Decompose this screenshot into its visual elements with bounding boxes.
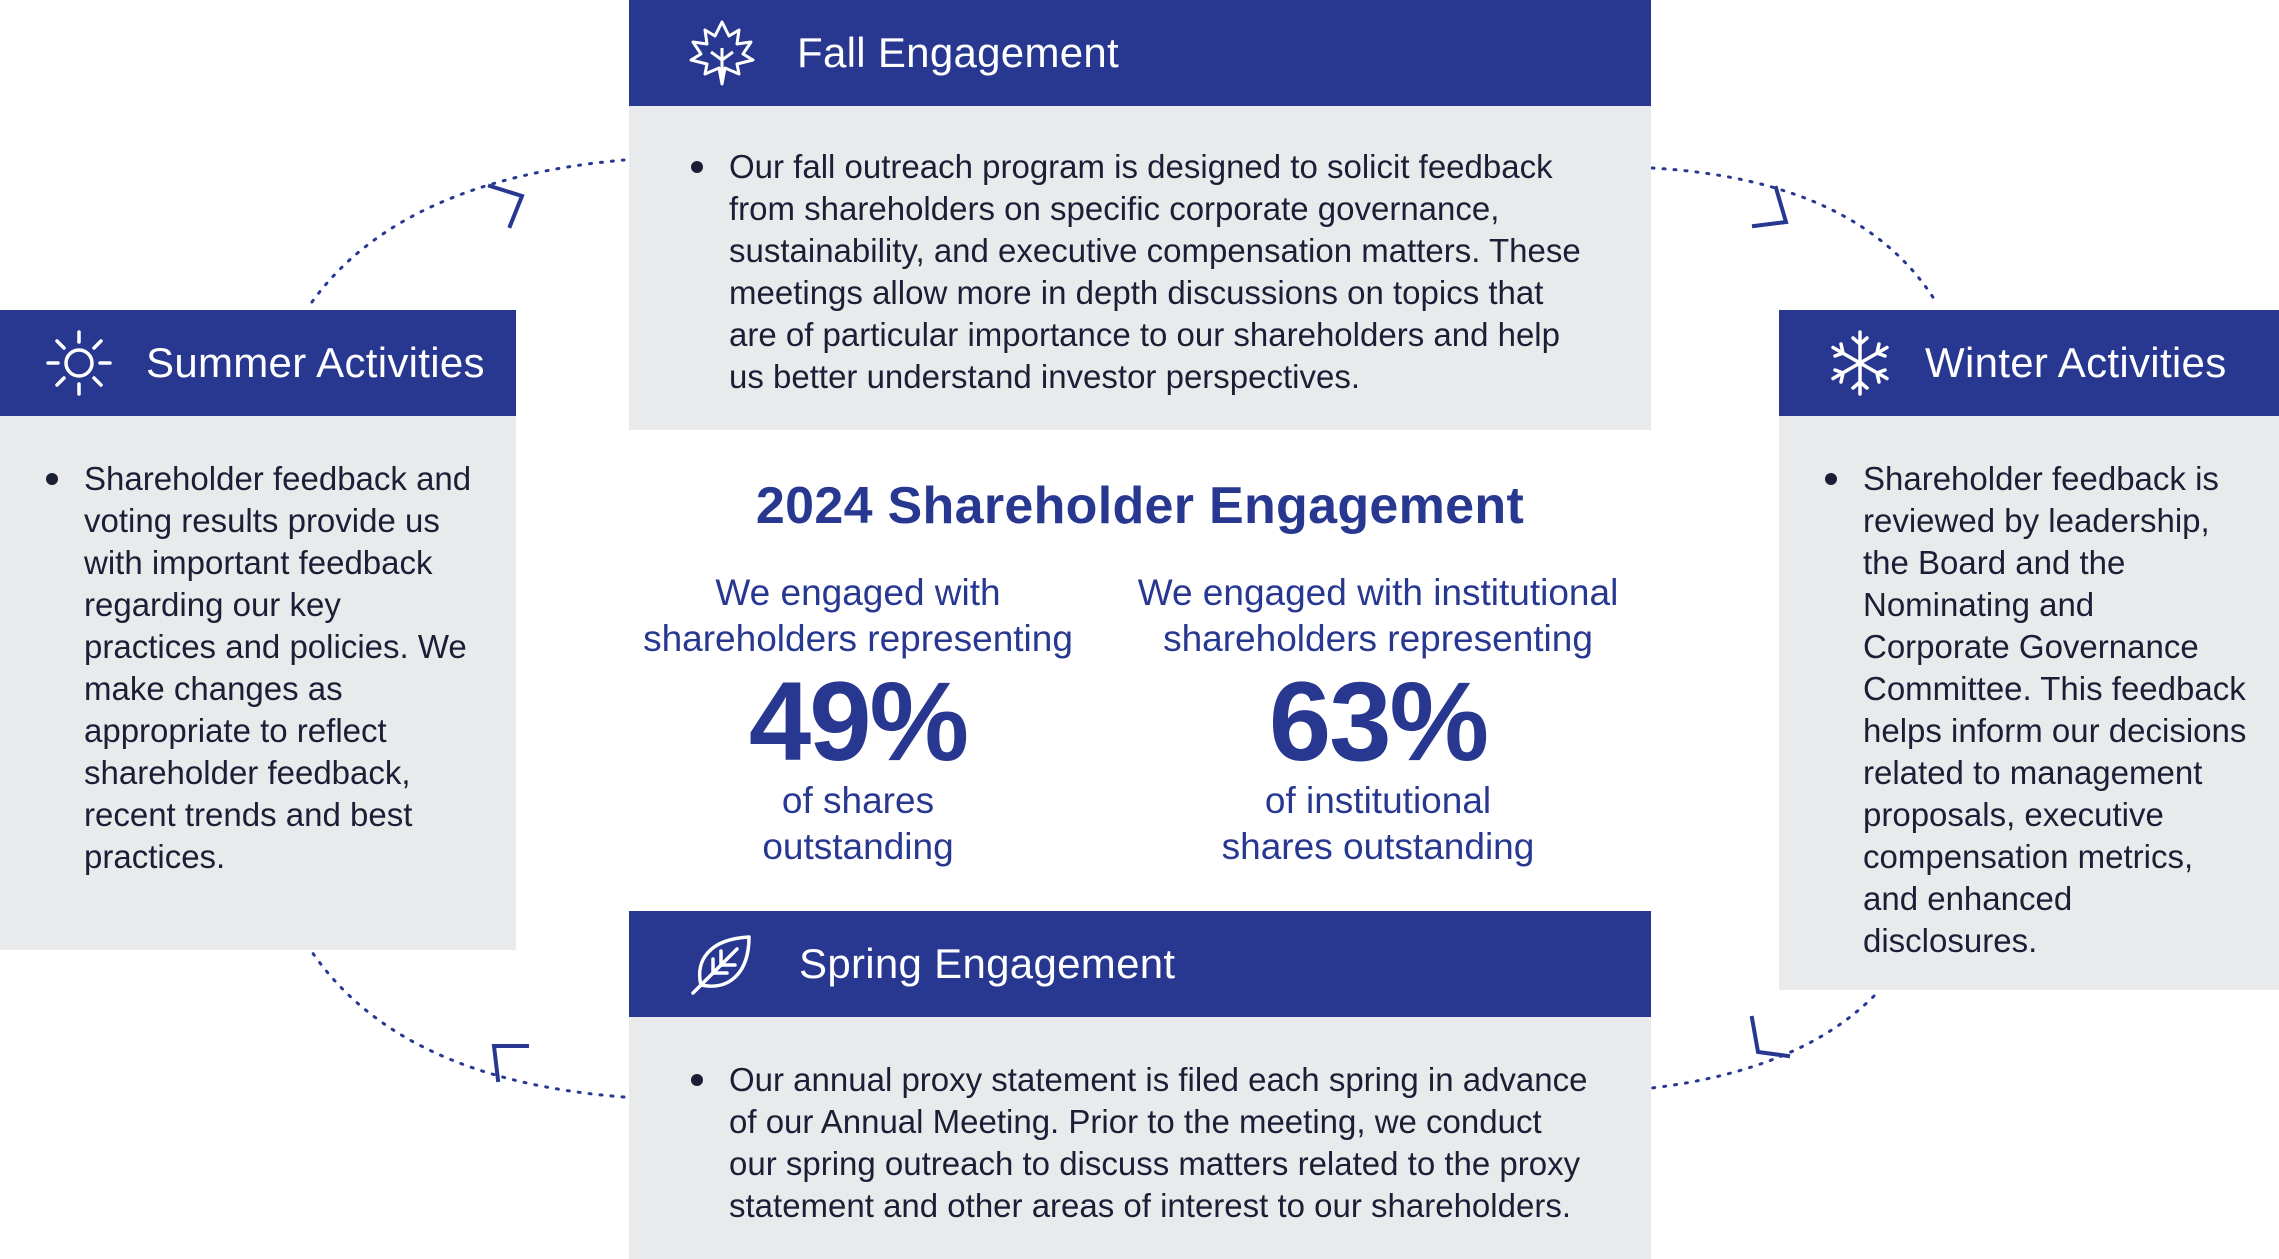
bullet-dot (691, 161, 703, 173)
winter-activities-card (1779, 310, 2279, 990)
leaf-icon (681, 929, 763, 999)
engagement-title: 2024 Shareholder Engagement (755, 477, 1525, 535)
connector-spring-to-summer (312, 952, 624, 1097)
bullet-dot (46, 473, 58, 485)
spring-engagement-title: Spring Engagement (799, 940, 1176, 987)
arrowhead-winter-to-spring (1752, 1018, 1788, 1056)
stat-value: 49% (748, 659, 968, 784)
summer-activities-body (0, 416, 516, 878)
stat-shareholders (628, 570, 1088, 870)
winter-activities-title: Winter Activities (1925, 339, 2227, 386)
stat-lead-line: We engaged with (715, 572, 1001, 613)
stat-institutional-shareholders (1108, 570, 1648, 870)
stat-tail-line: of institutional (1264, 780, 1492, 821)
spring-engagement-body (629, 1017, 1651, 1227)
fall-bullet-text: Our fall outreach program is designed to solicit feedback from shareholders on specific corporate governance, sustainability, and executive compensation matters. These meetings allow more in depth discussions on topics that are of particular importance to our shareholders and help us better understand investor perspectives. (729, 148, 1581, 395)
spring-engagement-header (629, 911, 1651, 1017)
stat-tail-line: outstanding (762, 826, 954, 867)
fall-engagement-header (629, 0, 1651, 106)
connector-summer-to-fall (312, 160, 624, 302)
summer-activities-header (0, 310, 516, 416)
stat-value: 63% (1268, 659, 1488, 784)
winter-bullet-text: Shareholder feedback is reviewed by leadership, the Board and the Nominating and Corporate Governance Committee. This feedback helps inform our decisions related to management proposals, executive compensation metrics, and enhanced disclosures. (1863, 460, 2247, 959)
summer-activities-title: Summer Activities (146, 339, 485, 386)
maple-leaf-icon (681, 18, 763, 88)
snowflake-icon (1823, 328, 1897, 398)
summer-bullet-text: Shareholder feedback and voting results provide us with important feedback regarding our key practices and policies. We make changes as appropriate to reflect shareholder feedback, recent trends and best practices. (84, 460, 472, 875)
fall-engagement-title: Fall Engagement (797, 29, 1120, 76)
stat-lead-line: shareholders representing (643, 618, 1073, 659)
connector-winter-to-spring (1652, 996, 1874, 1088)
fall-engagement-card (629, 0, 1651, 430)
summer-bullet (46, 458, 472, 878)
bullet-dot (691, 1074, 703, 1086)
summer-activities-card (0, 310, 516, 950)
spring-engagement-card (629, 911, 1651, 1259)
arrowhead-summer-to-fall (490, 186, 522, 226)
bullet-dot (1825, 473, 1837, 485)
stat-tail-line: shares outstanding (1221, 826, 1535, 867)
arrowhead-fall-to-winter (1754, 188, 1786, 226)
fall-engagement-body (629, 106, 1651, 398)
stat-tail-line: of shares (781, 780, 935, 821)
stat-lead-line: shareholders representing (1163, 618, 1593, 659)
fall-bullet (691, 146, 1591, 398)
winter-activities-header (1779, 310, 2279, 416)
winter-bullet (1825, 458, 2249, 962)
stat-lead-line: We engaged with institutional (1137, 572, 1619, 613)
winter-activities-body (1779, 416, 2279, 962)
spring-bullet-text: Our annual proxy statement is filed each spring in advance of our Annual Meeting. Prior to the meeting, we conduct our spring outreach to discuss matters related to the proxy statement and other areas of interest to our shareholders. (729, 1061, 1588, 1224)
spring-bullet (691, 1059, 1591, 1227)
connector-fall-to-winter (1652, 168, 1936, 302)
arrowhead-spring-to-summer (494, 1046, 527, 1080)
sun-icon (42, 328, 116, 398)
